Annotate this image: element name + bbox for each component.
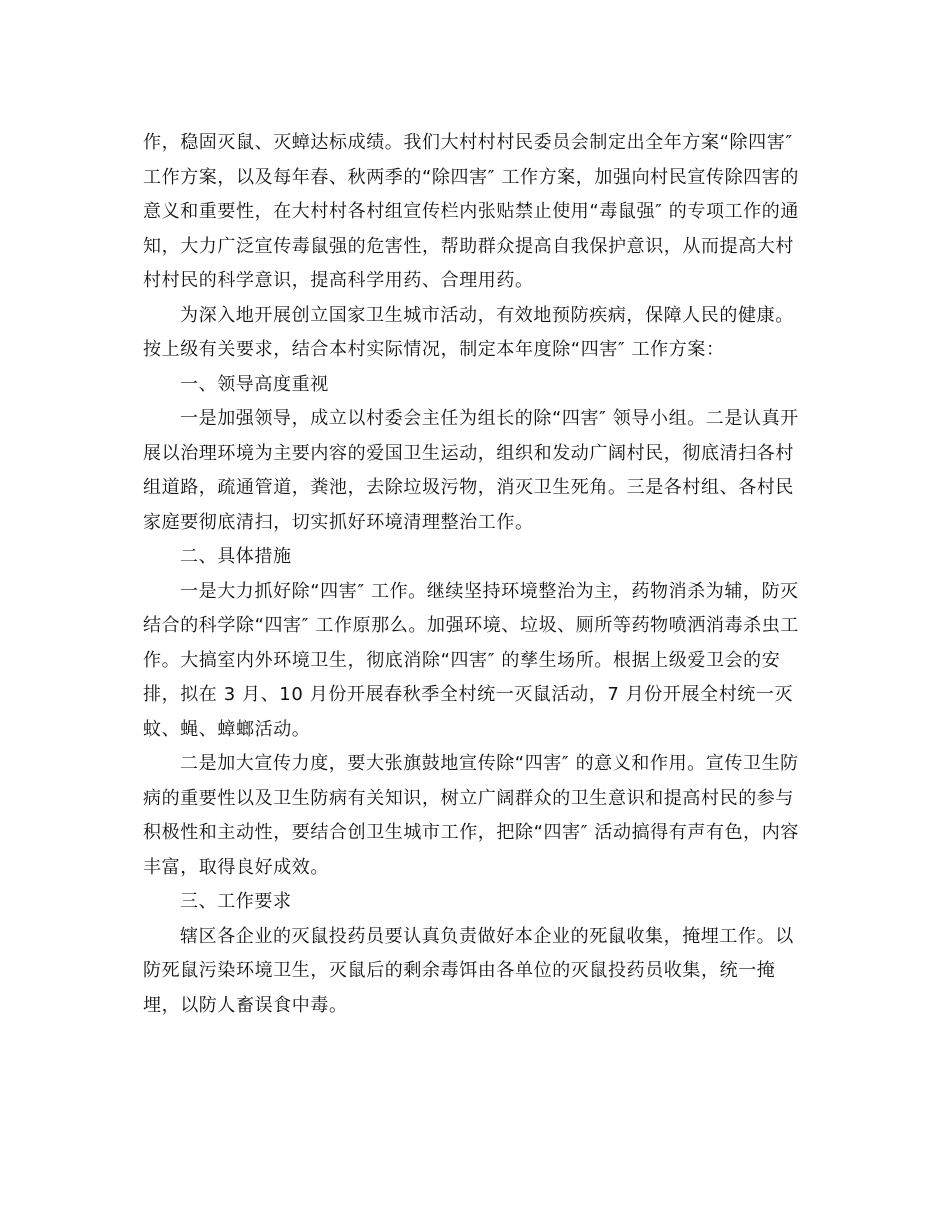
body-line: 工作方案，以及每年春、秋两季的“除四害″ 工作方案，加强向村民宣传除四害的: [143, 166, 799, 188]
section-heading-leadership: 一、领导高度重视: [180, 373, 329, 395]
body-line: 防死鼠污染环境卫生，灭鼠后的剩余毒饵由各单位的灭鼠投药员收集，统一掩: [143, 960, 776, 981]
paragraph-start-line: 辖区各企业的灭鼠投药员要认真负责做好本企业的死鼠收集，掩埋工作。以: [180, 925, 794, 947]
body-line: 家庭要彻底清扫，切实抓好环境清理整治工作。: [143, 511, 534, 533]
document-body: [143, 126, 811, 1023]
body-line: 病的重要性以及卫生防病有关知识，树立广阔群众的卫生意识和提高村民的参与: [143, 787, 794, 809]
body-line: 作。大搞室内外环境卫生，彻底消除“四害″ 的孳生场所。根据上级爱卫会的安: [143, 649, 781, 671]
paragraph-start-line: 一是大力抓好除“四害″ 工作。继续坚持环境整治为主，药物消杀为辅，防灭: [180, 580, 799, 602]
body-line: 丰富，取得良好成效。: [143, 856, 329, 878]
section-heading-measures: 二、具体措施: [180, 546, 292, 567]
body-line: 展以治理环境为主要内容的爱国卫生运动，组织和发动广阔村民，彻底清扫各村: [143, 442, 794, 464]
body-line: 组道路，疏通管道，粪池，去除垃圾污物，消灭卫生死角。三是各村组、各村民: [143, 477, 794, 498]
body-line: 意义和重要性，在大村村各村组宣传栏内张贴禁止使用“毒鼠强″ 的专项工作的通: [143, 201, 799, 222]
body-line: 埋，以防人畜误食中毒。: [143, 994, 348, 1016]
body-line: 结合的科学除“四害″ 工作原那么。加强环境、垃圾、厕所等药物喷洒消毒杀虫工: [143, 615, 799, 636]
body-line: 按上级有关要求，结合本村实际情况，制定本年度除“四害″ 工作方案：: [143, 339, 725, 360]
body-line: 排，拟在 3 月、10 月份开展春秋季全村统一灭鼠活动，7 月份开展全村统一灭: [143, 684, 794, 705]
paragraph-start-line: 为深入地开展创立国家卫生城市活动，有效地预防疾病，保障人民的健康。: [180, 304, 794, 326]
body-line: 作，稳固灭鼠、灭蟑达标成绩。我们大村村村民委员会制定出全年方案“除四害″: [143, 132, 793, 153]
body-line: 蚊、蝇、蟑螂活动。: [143, 718, 311, 740]
paragraph-start-line: 一是加强领导，成立以村委会主任为组长的除“四害″ 领导小组。二是认真开: [180, 408, 799, 429]
body-line: 村村民的科学意识，提高科学用药、合理用药。: [143, 270, 534, 291]
section-heading-requirements: 三、工作要求: [180, 891, 292, 912]
paragraph-start-line: 二是加大宣传力度，要大张旗鼓地宣传除“四害″ 的意义和作用。宣传卫生防: [180, 753, 799, 774]
body-line: 积极性和主动性，要结合创卫生城市工作，把除“四害″ 活动搞得有声有色，内容: [143, 822, 799, 843]
body-line: 知，大力广泛宣传毒鼠强的危害性，帮助群众提高自我保护意识，从而提高大村: [143, 235, 794, 257]
